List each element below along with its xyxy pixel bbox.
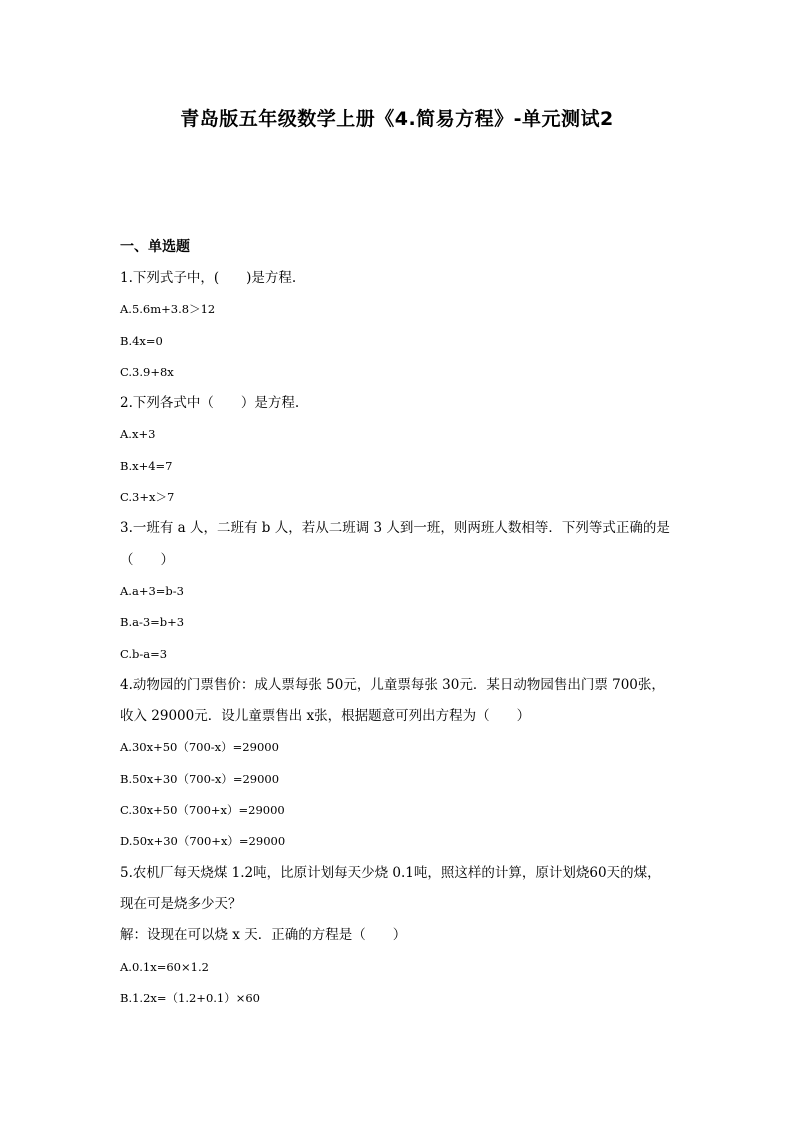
option-a: A.0.1x=60×1.2 <box>120 959 209 974</box>
section-heading: 一、单选题 <box>120 239 190 255</box>
question-3 <box>120 513 690 669</box>
option-a: A.30x+50（700-x）=29000 <box>120 740 279 755</box>
option-a: A.a+3=b-3 <box>120 583 184 598</box>
question-5 <box>120 858 690 1014</box>
option-d: D.50x+30（700+x）=29000 <box>120 834 286 849</box>
question-4 <box>120 670 690 858</box>
option-b: B.4x=0 <box>120 333 163 348</box>
question-text: 3.一班有 a 人，二班有 b 人，若从二班调 3 人到一班，则两班人数相等．下列等式正确的是 <box>120 520 670 537</box>
page-title: 青岛版五年级数学上册《4.简易方程》-单元测试2 <box>180 108 614 130</box>
question-text: 1.下列式子中，( )是方程. <box>120 270 297 286</box>
question-text-continued: 收入 29000元．设儿童票售出 x张，根据题意可列出方程为（ ） <box>120 708 531 725</box>
option-b: B.50x+30（700-x）=29000 <box>120 771 280 786</box>
option-a: A.5.6m+3.8＞12 <box>120 302 216 317</box>
question-text: 2.下列各式中（ ）是方程. <box>120 395 300 412</box>
option-c: C.30x+50（700+x）=29000 <box>120 803 285 818</box>
option-c: C.3+x＞7 <box>120 490 175 505</box>
document-content <box>120 232 690 1014</box>
question-text-continued: 现在可是烧多少天？ <box>120 895 242 912</box>
question-text-continued: （ ） <box>120 551 174 568</box>
option-c: C.b-a=3 <box>120 646 168 661</box>
question-2 <box>120 388 690 513</box>
solution-setup: 解：设现在可以烧 x 天．正确的方程是（ ） <box>120 927 407 944</box>
option-b: B.1.2x=（1.2+0.1）×60 <box>120 990 260 1005</box>
question-text: 4.动物园的门票售价：成人票每张 50元，儿童票每张 30元．某日动物园售出门票 700张， <box>120 676 665 693</box>
option-b: B.x+4=7 <box>120 458 173 473</box>
question-1 <box>120 263 690 388</box>
question-text: 5.农机厂每天烧煤 1.2吨，比原计划每天少烧 0.1吨，照这样的计算，原计划烧60天的煤， <box>120 864 661 881</box>
option-b: B.a-3=b+3 <box>120 615 185 630</box>
option-a: A.x+3 <box>120 427 156 442</box>
option-c: C.3.9+8x <box>120 364 174 379</box>
